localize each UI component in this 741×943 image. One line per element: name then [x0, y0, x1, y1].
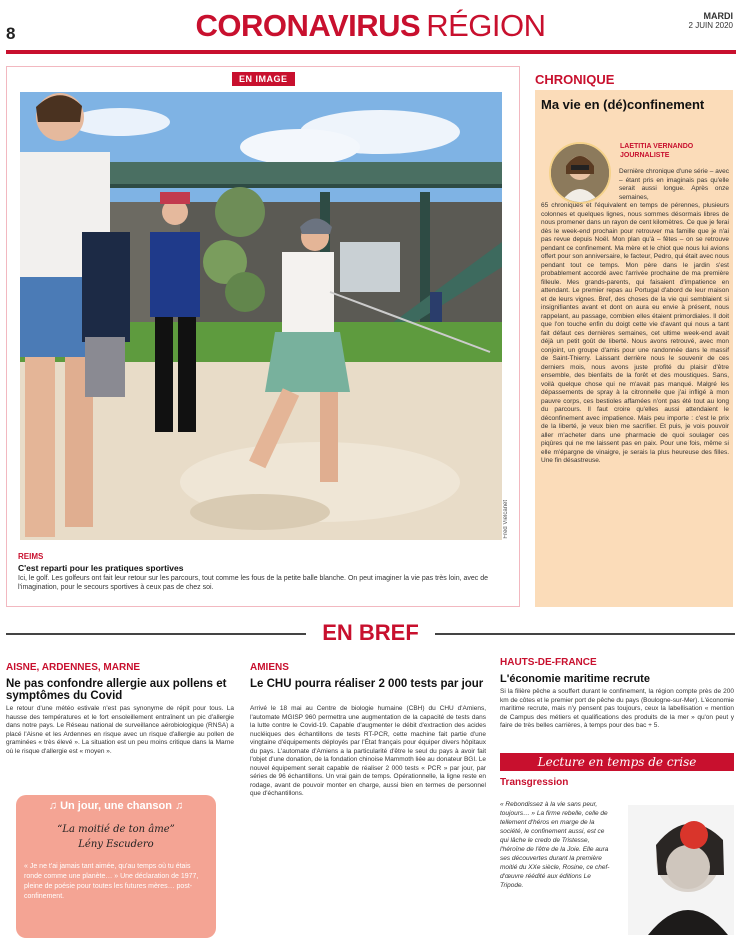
issue-date-text: 2 JUIN 2020: [688, 21, 733, 30]
golf-photo: [20, 92, 502, 540]
section-title: [0, 8, 741, 44]
header-rule: [6, 50, 736, 54]
golf-photo-illustration: [20, 92, 502, 540]
caption-city: REIMS: [18, 552, 44, 561]
page-number: 8: [6, 24, 16, 43]
chronique-text: 65 chroniques et l'équivalent en temps de pérennes, plusieurs colonnes et quelques lignes, nous sommes désormais libres de nous promener dans un rayon de cent kilomètres. Ce que je ferai dès le week-end prochain pour retrouver ma famille que je n'ai pas revue depuis Noël. Mon plan qu'à – fêtes – on se retrouve pendant ce confinement. Ma mère et le chiot que nous lui avions offert pour son anniversaire, le facteur, Pedro, qui était avec nous pendant tout ce temps. Mon père dans le jardin s'est probablement accordé avec l'arrivée prochaine de ma première filleule. Mes grands-parents, qui faisaient d'impatience en attendant. Le premier repas au Portugal d'abord de leur maison et de leurs vignes. Bref, des choses de la vie qui semblaient si insignifiantes avant et dont on aura eu envie à présent, nous rappelant, au passage, combien elles étaient primordiales. Il doit que l'on touche enfin du doigt cette vie d'avant qui nous a tant fait défaut ces dernières semaines, cet ultime week-end avait déjà un petit goût de liberté. Nous avons retrouvé, avec mon conjoint, un groupe d'amis pour une randonnée dans le massif de Saint-Thierry. Laissant derrière nous le souvenir de ces derniers mois, nous avons juste profité du plaisir d'être ensemble, des bienfaits de la forêt et des moustiques. Sans, voilà quelque chose qui ne m'avait pas manqué. Malgré les dépassements de spray à la citronnelle que j'ai infligé à mon pauvre corps, ces bestioles affamées n'ont pas été tout au long du parcours. Il faut croire qu'elles aussi attendaient le déconfinement avec impatience. Mais peu importe : c'est le prix de la liberté, je veux bien me sacrifier. Et puis, je vois pouvoir aller m'acheter dans une pharmacie de quoi soulager ces piqûres qui ne me laissent pas en paix. Pour une fois, même si elle m'épargne de vinaigre, je serais la plus heureuse des filles. Une fin désastreuse.: [541, 202, 729, 464]
brief-2-kicker: AMIENS: [250, 662, 289, 673]
brief-2-title: Le CHU pourra réaliser 2 000 tests par jour: [250, 678, 484, 690]
song-label: [16, 800, 216, 812]
photo-credit: Fred Vielcanet: [503, 500, 509, 539]
caption-title: C'est reparti pour les pratiques sportives: [18, 563, 184, 573]
chronique-title: Ma vie en (dé)confinement: [541, 97, 705, 112]
chronique-intro: Dernière chronique d'une série – avec – étant pris en imaginais pas qu'elle serait aussi longue. Après onze semaines,: [619, 168, 729, 201]
photo-badge: EN IMAGE: [232, 72, 295, 86]
brief-3-kicker: HAUTS-DE-FRANCE: [500, 657, 597, 668]
caption-text: Ici, le golf. Les golfeurs ont fait leur retour sur les parcours, tout comme les fous de la petite balle blanche. On peut imaginer la vie pas très loin, avec de l'imagination, pour le secours sportives à ceux pas de chez soi.: [18, 575, 489, 591]
section-title-main: CORONAVIRUS: [195, 8, 421, 43]
issue-date: [689, 11, 733, 31]
author-name: LAETITIA VERNANDO: [620, 143, 694, 150]
issue-day: MARDI: [703, 11, 733, 21]
chronique-label: CHRONIQUE: [535, 72, 615, 87]
song-title: “La moitié de ton âme”: [57, 824, 175, 835]
author-byline: [620, 142, 728, 160]
brief-1-text: Le retour d'une météo estivale n'est pas synonyme de répit pour tous. La hausse des températures et le fort ensoleillement entraînent un pic d'allergie dans notre pays. Le Réseau national de surveillance aérobiologique (RNSA) a placé l'Aisne et les Ardennes en risque avec un risque d'allergie au pollen de graminées « très élevé ». La situation est un peu moins critique dans la Marne où le risque d'allergie est « moyen ».: [6, 705, 234, 755]
brief-1-kicker: AISNE, ARDENNES, MARNE: [6, 662, 141, 673]
lecture-banner: Lecture en temps de crise: [500, 753, 734, 771]
music-note-icon: ♫: [174, 800, 184, 812]
song-label-text: Un jour, une chanson: [60, 800, 172, 812]
music-note-icon: ♫: [48, 800, 58, 812]
song-text: « Je ne t'ai jamais tant aimée, qu'au temps où tu étais ronde comme une planète… » Une déclaration de 1977, pleine de poésie pour toutes les futures mères… post-confinement.: [24, 863, 199, 900]
book-cover-illustration: [628, 805, 734, 935]
chronique-body: [541, 168, 729, 466]
book-cover-image: [628, 805, 734, 935]
brief-2-text: Arrivé le 18 mai au Centre de biologie humaine (CBH) du CHU d'Amiens, l'automate MGISP 960 permettra une augmentation de la capacité de tests dans la lutte contre le Covid-19. Capable d'augmenter le débit d'extraction des acides nucléiques des échantillons de tests RT-PCR, cette machine fait partie d'une vingtaine d'équipements déployés par l'État français pour équiper divers hôpitaux du pays. L'automate d'Amiens a la particularité d'être le seul du pays à avoir fait l'objet d'une donation, de la fondation chinoise Mammoth liée au donateur BGI. Le nouvel équipement serait capable de réaliser 2 000 tests « PCR » par jour, par séries de 96 échantillons. Un vrai gain de temps. Opérationnelle, la ligne reste en rodage, avant de pouvoir monter en charge, aussi bien en termes de personnel que d'échantillons.: [250, 705, 486, 797]
brief-3-title: L'économie maritime recrute: [500, 673, 650, 685]
lecture-title: Transgression: [500, 777, 569, 788]
en-bref-title-text: EN BREF: [312, 620, 429, 645]
author-role: JOURNALISTE: [620, 152, 670, 159]
song-artist: Lény Escudero: [78, 839, 154, 850]
en-bref-title: [0, 620, 741, 646]
lecture-text: « Rebondissez à la vie sans peur, toujours… » La firme rebelle, celle de tellement d'héros en marge de la société, le confinement aussi, est ce qui lâche le credo de Tristesse, l'héroïne de l'être de la Joie. Elle aura ses découvertes durant la première moitié du XXe siècle, Rosine, ce chef-d'œuvre réédité aux éditions Le Tripode.: [500, 801, 610, 889]
brief-1-title: Ne pas confondre allergie aux pollens et symptômes du Covid: [6, 678, 227, 702]
section-title-sub: RÉGION: [426, 8, 546, 43]
brief-3-text: Si la filière pêche a souffert durant le confinement, la région compte près de 200 km de côtes et le premier port de pêche du pays (Boulogne-sur-Mer). L'économie maritime recrute, mais n'y pensent pas toujours, ceux la labellisation « mention de Campus des métiers et qualifications des produits de la mer » qu'on peut y faire de très belles carrières, à temps pour des bac + 5.: [500, 688, 734, 729]
